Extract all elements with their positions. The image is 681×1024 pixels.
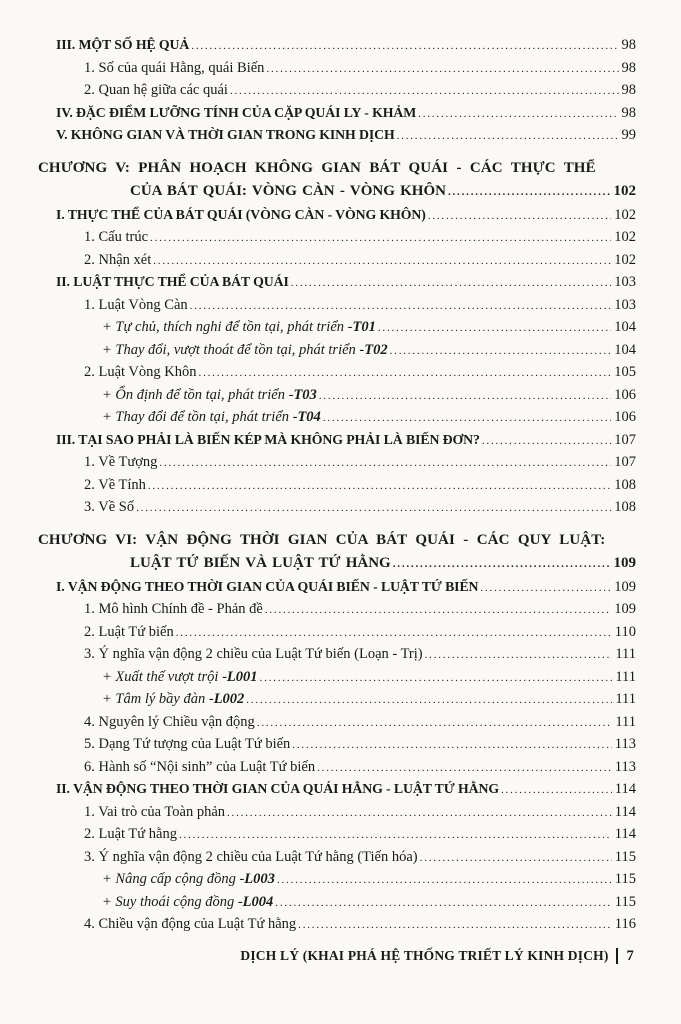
toc-entry: [38, 79, 636, 102]
dot-leader: [159, 451, 611, 475]
toc-entry-label: II. VẬN ĐỘNG THEO THỜI GIAN CỦA QUÁI HẰNG - LUẬT TỨ HẰNG: [56, 781, 499, 796]
dot-leader: [277, 868, 612, 892]
dot-leader: [298, 913, 612, 937]
toc-entry-page-number: 98: [621, 82, 636, 98]
toc-entry-label: 4. Chiều vận động của Luật Tứ hằng: [84, 916, 297, 932]
toc-entry: [38, 496, 636, 519]
toc-entry: [38, 384, 636, 407]
toc-entry-page-number: 102: [614, 206, 636, 223]
toc-entry-page-number: 111: [615, 691, 636, 707]
toc-entry-page-number: 104: [614, 319, 636, 335]
toc-entry-label: + Nâng cấp cộng đồng -: [102, 871, 245, 887]
chapter-title-line1: CHƯƠNG V: PHÂN HOẠCH KHÔNG GIAN BÁT QUÁI - CÁC THỰC THỂ: [38, 159, 596, 176]
toc-list: [38, 34, 636, 936]
dot-leader: [425, 643, 613, 667]
toc-entry-page-number: 114: [614, 781, 636, 797]
toc-entry-page-number: 103: [614, 296, 636, 313]
toc-entry: [38, 801, 636, 824]
toc-entry: [38, 621, 636, 644]
toc-entry-page-number: 109: [614, 601, 636, 617]
toc-entry-page-number: 113: [614, 736, 636, 752]
toc-entry-page-number: 113: [614, 758, 636, 775]
toc-entry-code: L001: [226, 668, 258, 685]
dot-leader: [378, 316, 611, 340]
toc-entry-code: T01: [352, 319, 376, 335]
dot-leader: [148, 474, 611, 498]
toc-entry: [38, 711, 636, 734]
toc-entry-label: 2. Luật Vòng Khôn: [84, 364, 197, 380]
toc-entry-page-number: 106: [614, 409, 636, 425]
toc-entry-page-number: 111: [615, 646, 636, 662]
dot-leader: [179, 823, 612, 847]
toc-entry: [38, 271, 636, 294]
toc-entry-page-number: 116: [614, 916, 636, 932]
toc-entry-label: 2. Luật Tứ biến: [84, 623, 174, 640]
toc-entry: [38, 57, 636, 80]
toc-entry-label: IV. ĐẶC ĐIỂM LƯỠNG TÍNH CỦA CẶP QUÁI LY - KHẢM: [56, 104, 417, 120]
dot-leader: [257, 711, 613, 735]
dot-leader: [153, 249, 611, 273]
toc-entry-page-number: 99: [621, 127, 636, 143]
dot-leader: [246, 688, 612, 712]
toc-entry: [38, 339, 636, 362]
chapter-title-line2: CỦA BÁT QUÁI: VÒNG CÀN - VÒNG KHÔN: [130, 183, 446, 199]
toc-entry-page-number: 114: [614, 826, 636, 842]
page-footer: [38, 948, 636, 965]
toc-entry-label: 4. Nguyên lý Chiều vận động: [84, 713, 255, 730]
dot-leader: [418, 102, 618, 126]
footer-separator-bar: [616, 948, 618, 964]
toc-entry-page-number: 115: [614, 893, 636, 910]
toc-entry-label: + Thay đổi để tồn tại, phát triển -: [102, 409, 298, 425]
dot-leader: [199, 361, 612, 385]
toc-entry: [38, 598, 636, 621]
dot-leader: [266, 57, 618, 81]
dot-leader: [191, 34, 618, 58]
toc-entry: [38, 102, 636, 125]
toc-entry-label: + Suy thoái cộng đồng -: [102, 893, 243, 910]
dot-leader: [482, 429, 611, 453]
toc-entry-label: 2. Luật Tứ hằng: [84, 826, 177, 842]
toc-entry-label: 1. Mô hình Chính đề - Phản đề: [84, 601, 263, 617]
toc-entry: [38, 733, 636, 756]
toc-entry: [38, 451, 636, 474]
toc-entry: [38, 823, 636, 846]
toc-entry-page-number: 111: [615, 713, 636, 730]
chapter-title-row: [38, 552, 636, 576]
dot-leader: [448, 180, 611, 205]
toc-entry-page-number: 98: [621, 37, 636, 53]
toc-entry-page-number: 114: [614, 803, 636, 820]
toc-entry: [38, 756, 636, 779]
toc-entry-label: 3. Ý nghĩa vận động 2 chiều của Luật Tứ hằng (Tiến hóa): [84, 848, 418, 865]
dot-leader: [390, 339, 612, 363]
toc-entry: [38, 474, 636, 497]
toc-entry-label: 3. Ý nghĩa vận động 2 chiều của Luật Tứ biến (Loạn - Trị): [84, 646, 423, 662]
dot-leader: [319, 384, 611, 408]
toc-entry: [38, 891, 636, 914]
toc-entry-page-number: 110: [614, 623, 636, 640]
toc-entry: [38, 868, 636, 891]
toc-entry: [38, 204, 636, 227]
toc-entry-label: V. KHÔNG GIAN VÀ THỜI GIAN TRONG KINH DỊCH: [56, 127, 395, 142]
toc-entry-code: L002: [213, 691, 245, 707]
toc-entry-label: 3. Về Số: [84, 499, 135, 515]
toc-entry: [38, 249, 636, 272]
dot-leader: [230, 79, 619, 103]
toc-entry-label: 6. Hành số “Nội sinh” của Luật Tứ biến: [84, 758, 316, 775]
dot-leader: [323, 406, 611, 430]
toc-entry: [38, 34, 636, 57]
toc-entry: [38, 226, 636, 249]
toc-entry-label: 1. Luật Vòng Càn: [84, 296, 188, 313]
toc-entry: [38, 294, 636, 317]
dot-leader: [291, 271, 611, 295]
toc-entry: [38, 846, 636, 869]
toc-entry: [38, 361, 636, 384]
toc-entry: [38, 429, 636, 452]
dot-leader: [275, 891, 612, 915]
dot-leader: [393, 552, 611, 577]
toc-entry: [38, 666, 636, 689]
toc-entry-label: 1. Về Tượng: [84, 454, 158, 470]
toc-entry-label: 1. Số của quái Hằng, quái Biến: [84, 59, 265, 76]
toc-entry-page-number: 104: [614, 341, 636, 358]
toc-entry: [38, 316, 636, 339]
toc-entry-label: 5. Dạng Tứ tượng của Luật Tứ biến: [84, 736, 291, 752]
toc-entry-label: 1. Cấu trúc: [84, 229, 149, 245]
dot-leader: [428, 204, 611, 228]
toc-entry-code: L004: [242, 893, 274, 910]
toc-entry: [38, 406, 636, 429]
toc-entry-code: T04: [297, 409, 321, 425]
dot-leader: [150, 226, 611, 250]
toc-entry-page-number: 109: [613, 555, 636, 571]
toc-entry-page-number: 107: [614, 454, 636, 470]
toc-entry-label: + Xuất thế vượt trội -: [102, 668, 227, 685]
toc-entry-label: 2. Về Tính: [84, 476, 146, 493]
dot-leader: [397, 124, 619, 148]
dot-leader: [176, 621, 612, 645]
dot-leader: [501, 778, 612, 802]
toc-entry-label: I. THỰC THỂ CỦA BÁT QUÁI (VÒNG CÀN - VÒNG KHÔN): [56, 206, 426, 222]
chapter-title-line2: LUẬT TỨ BIẾN VÀ LUẬT TỨ HẰNG: [130, 555, 391, 571]
toc-entry-page-number: 105: [614, 364, 636, 380]
dot-leader: [420, 846, 612, 870]
toc-entry-label: I. VẬN ĐỘNG THEO THỜI GIAN CỦA QUÁI BIẾN - LUẬT TỨ BIẾN: [56, 578, 479, 594]
toc-entry-code: L003: [244, 871, 275, 887]
footer-book-title: DỊCH LÝ (KHAI PHÁ HỆ THỐNG TRIẾT LÝ KINH DỊCH): [240, 948, 609, 963]
toc-entry-label: + Ổn định để tồn tại, phát triển -: [102, 386, 294, 403]
dot-leader: [260, 666, 613, 690]
toc-chapter-heading: [38, 529, 636, 576]
toc-entry-page-number: 111: [615, 668, 636, 685]
toc-entry: [38, 778, 636, 801]
toc-entry: [38, 913, 636, 936]
toc-entry-page-number: 115: [614, 848, 636, 865]
toc-entry-page-number: 108: [614, 499, 636, 515]
toc-entry-page-number: 98: [621, 59, 636, 76]
toc-entry-page-number: 102: [614, 251, 636, 268]
dot-leader: [190, 294, 612, 318]
dot-leader: [227, 801, 612, 825]
toc-entry-label: II. LUẬT THỰC THỂ CỦA BÁT QUÁI: [56, 274, 289, 289]
toc-entry-page-number: 108: [614, 476, 636, 493]
toc-entry-label: III. MỘT SỐ HỆ QUẢ: [56, 37, 190, 52]
toc-entry-code: T02: [364, 341, 388, 358]
toc-entry-page-number: 102: [613, 183, 636, 199]
toc-entry-label: 2. Nhận xét: [84, 251, 152, 268]
toc-entry-page-number: 107: [614, 431, 636, 448]
dot-leader: [317, 756, 612, 780]
toc-entry-page-number: 98: [621, 104, 636, 121]
dot-leader: [292, 733, 612, 757]
toc-entry-page-number: 103: [614, 274, 636, 290]
toc-entry: [38, 124, 636, 147]
footer-page-number: 7: [626, 947, 634, 964]
toc-entry: [38, 576, 636, 599]
toc-entry-label: + Thay đổi, vượt thoát để tồn tại, phát triển -: [102, 341, 365, 358]
toc-entry-page-number: 102: [614, 229, 636, 245]
dot-leader: [265, 598, 611, 622]
toc-entry-label: + Tâm lý bầy đàn -: [102, 691, 214, 707]
toc-entry-page-number: 115: [614, 871, 636, 887]
toc-entry-label: + Tự chủ, thích nghi để tồn tại, phát triển -: [102, 319, 353, 335]
toc-entry: [38, 688, 636, 711]
dot-leader: [136, 496, 611, 520]
dot-leader: [480, 576, 611, 600]
toc-entry: [38, 643, 636, 666]
toc-entry-label: III. TẠI SAO PHẢI LÀ BIẾN KÉP MÀ KHÔNG PHẢI LÀ BIẾN ĐƠN?: [56, 431, 480, 447]
chapter-title-row: [38, 180, 636, 204]
toc-entry-code: T03: [293, 386, 317, 403]
toc-entry-page-number: 106: [614, 386, 636, 403]
toc-entry-page-number: 109: [614, 578, 636, 595]
toc-chapter-heading: [38, 157, 636, 204]
chapter-title-line1: CHƯƠNG VI: VẬN ĐỘNG THỜI GIAN CỦA BÁT QUÁI - CÁC QUY LUẬT:: [38, 531, 606, 548]
toc-entry-label: 1. Vai trò của Toàn phản: [84, 803, 225, 820]
toc-entry-label: 2. Quan hệ giữa các quái: [84, 82, 228, 98]
